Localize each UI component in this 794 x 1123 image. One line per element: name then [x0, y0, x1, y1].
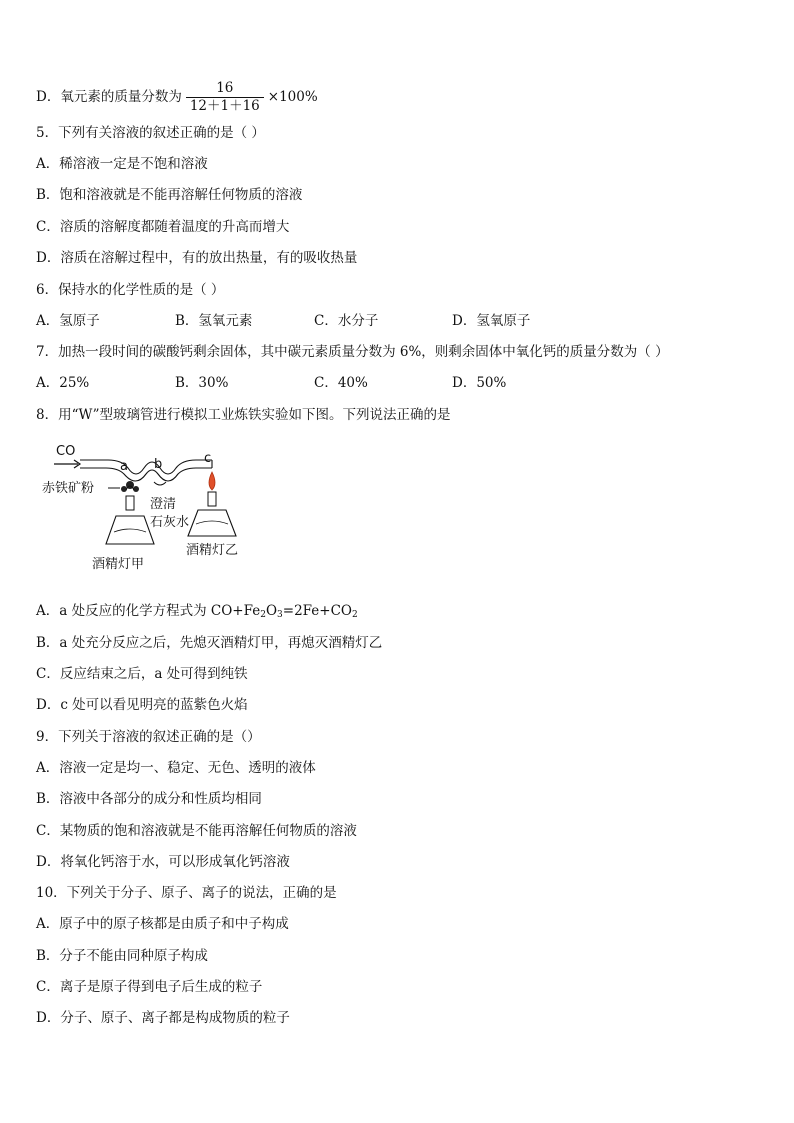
q7-option-d: D．50%	[452, 375, 507, 391]
q4d-suffix: ×100%	[267, 89, 318, 105]
q9-option-c: C．某物质的饱和溶液就是不能再溶解任何物质的溶液	[36, 823, 357, 839]
ironmaking-apparatus-diagram	[36, 440, 266, 580]
q6-option-b: B．氢氧元素	[175, 313, 253, 329]
lamp-a-wick	[126, 496, 134, 510]
fraction-denominator: 12＋1＋16	[189, 98, 260, 114]
q9-option-a: A．溶液一定是均一、稳定、无色、透明的液体	[36, 760, 316, 776]
label-a: a	[120, 459, 128, 474]
q5-option-d: D．溶质在溶解过程中，有的放出热量，有的吸收热量	[36, 250, 358, 266]
q8a-text-2: O	[265, 603, 278, 619]
limewater-level	[154, 482, 166, 485]
q10-option-b: B．分子不能由同种原子构成	[36, 948, 208, 964]
q7-stem: 7．加热一段时间的碳酸钙剩余固体，其中碳元素质量分数为 6%，则剩余固体中氧化钙的质量分数为（ ）	[36, 344, 669, 360]
q4d-prefix: D．氧元素的质量分数为	[36, 89, 182, 105]
q10-option-c: C．离子是原子得到电子后生成的粒子	[36, 979, 263, 995]
q5-option-a: A．稀溶液一定是不饱和溶液	[36, 156, 208, 172]
q6-stem: 6．保持水的化学性质的是（ ）	[36, 282, 225, 298]
q5-option-c: C．溶质的溶解度都随着温度的升高而增大	[36, 219, 290, 235]
label-c: c	[204, 451, 212, 466]
lamp-b-wick	[208, 492, 216, 506]
w-tube-upper	[80, 460, 212, 474]
q8a-sub-1: 2	[260, 610, 266, 620]
q7-options	[36, 374, 756, 392]
label-hematite: 赤铁矿粉	[42, 481, 95, 496]
q6-option-d: D．氢氧原子	[452, 313, 531, 329]
q8a-text-3: =2Fe+CO	[282, 603, 352, 619]
label-co: CO	[56, 444, 76, 459]
q8a-sub-3: 2	[352, 610, 358, 620]
q8-option-d: D．c 处可以看见明亮的蓝紫色火焰	[36, 697, 248, 713]
q8a-sub-2: 3	[277, 610, 283, 620]
q8-option-b: B．a 处充分反应之后，先熄灭酒精灯甲，再熄灭酒精灯乙	[36, 635, 383, 651]
lamp-b-body	[188, 510, 236, 536]
q8a-text: A．a 处反应的化学方程式为 CO+Fe	[36, 603, 261, 619]
lamp-a-alcohol	[114, 529, 146, 532]
q6-option-c: C．水分子	[314, 313, 379, 329]
label-b: b	[154, 457, 163, 472]
q6-options	[36, 312, 756, 330]
q9-stem: 9．下列关于溶液的叙述正确的是（）	[36, 729, 261, 745]
q8-option-a	[36, 602, 358, 624]
q10-option-a: A．原子中的原子核都是由质子和中子构成	[36, 916, 289, 932]
label-limewater-2: 石灰水	[150, 515, 190, 530]
lamp-b-flame	[209, 472, 215, 490]
q7-option-a: A．25%	[36, 375, 90, 391]
q7-option-c: C．40%	[314, 375, 368, 391]
q7-option-b: B．30%	[175, 375, 229, 391]
label-lamp-a: 酒精灯甲	[92, 557, 145, 572]
q6-option-a: A．氢原子	[36, 313, 100, 329]
label-lamp-b: 酒精灯乙	[186, 543, 239, 558]
q10-stem: 10．下列关于分子、原子、离子的说法，正确的是	[36, 885, 337, 901]
lamp-a-body	[106, 516, 154, 544]
q10-option-d: D．分子、原子、离子都是构成物质的粒子	[36, 1010, 290, 1026]
q9-option-d: D．将氧化钙溶于水，可以形成氧化钙溶液	[36, 854, 290, 870]
fraction	[186, 80, 264, 115]
fraction-numerator: 16	[186, 80, 264, 98]
q8-stem: 8．用“W”型玻璃管进行模拟工业炼铁实验如下图。下列说法正确的是	[36, 407, 451, 423]
q4-option-d	[36, 80, 318, 115]
lamp-b-alcohol	[196, 521, 228, 524]
q9-option-b: B．溶液中各部分的成分和性质均相同	[36, 791, 262, 807]
q5-option-b: B．饱和溶液就是不能再溶解任何物质的溶液	[36, 187, 303, 203]
label-limewater-1: 澄清	[150, 497, 177, 512]
w-tube-lower	[80, 468, 212, 481]
q8-option-c: C．反应结束之后，a 处可得到纯铁	[36, 666, 248, 682]
q5-stem: 5．下列有关溶液的叙述正确的是（ ）	[36, 125, 265, 141]
